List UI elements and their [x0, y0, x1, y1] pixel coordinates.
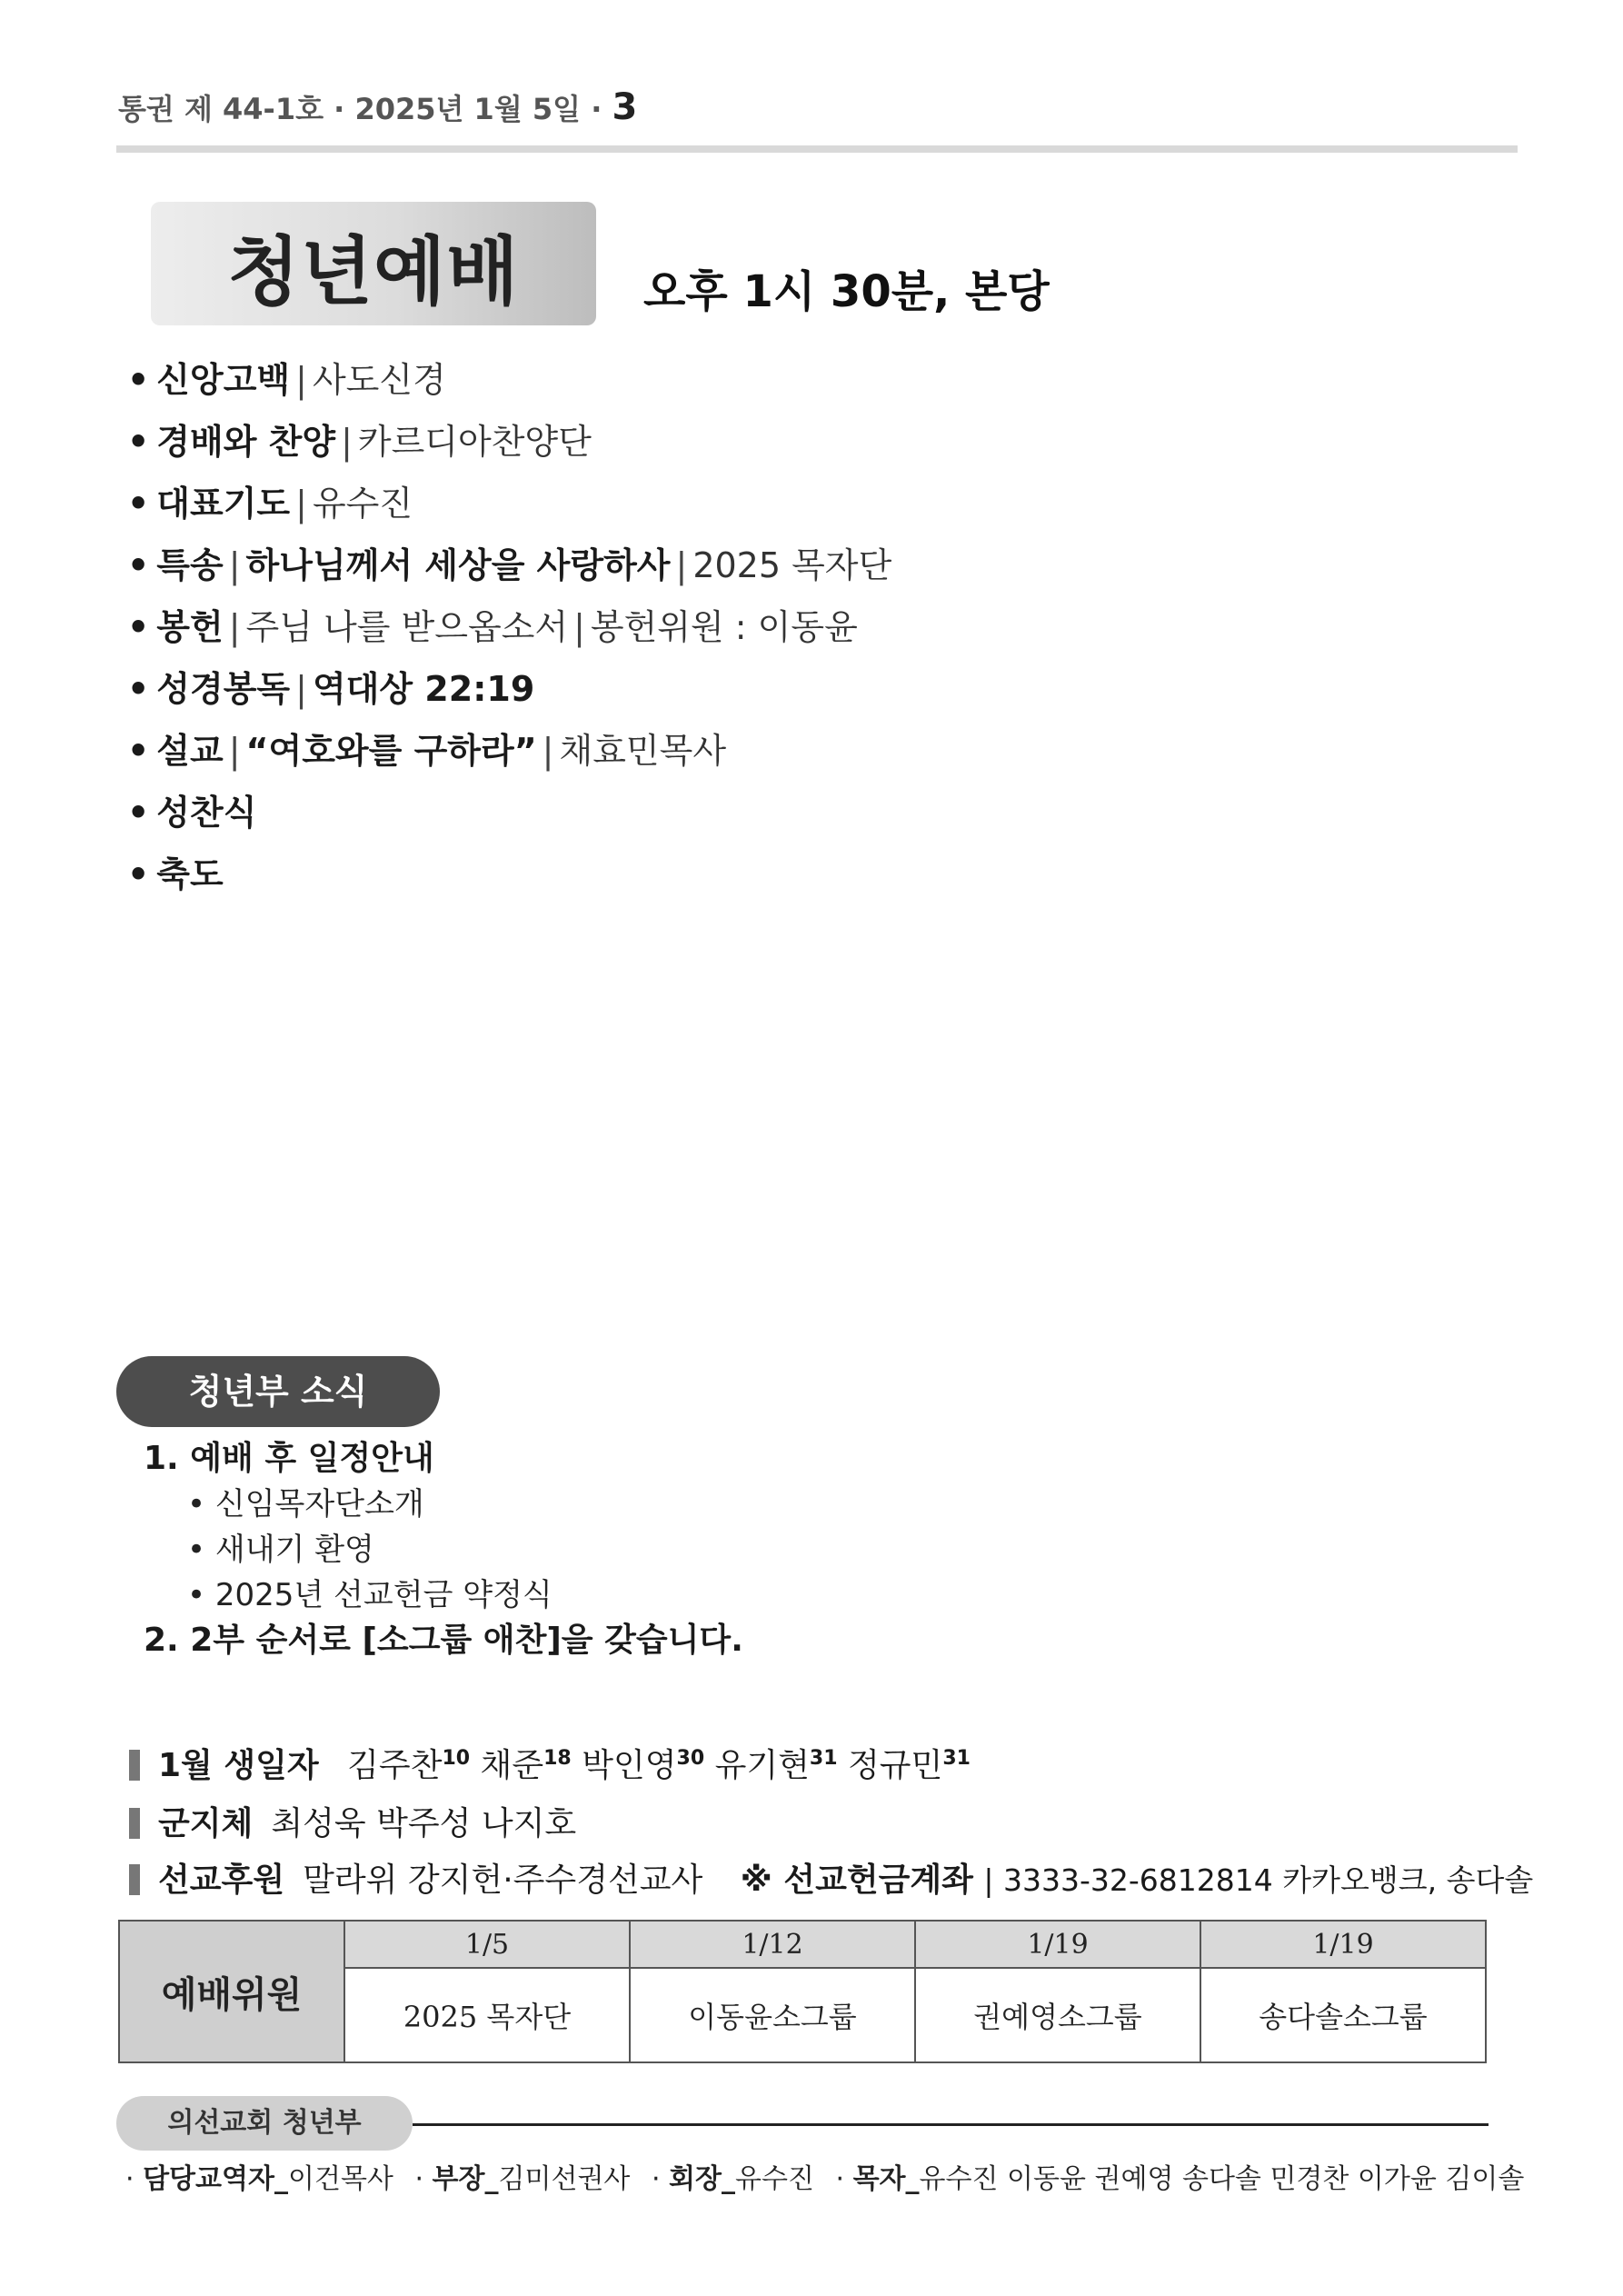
bullet-icon: •: [127, 545, 150, 585]
table-group: 2025 목자단: [344, 1968, 630, 2062]
staff-item: · 회장_유수진: [651, 2163, 814, 2195]
military-label: 군지체: [158, 1805, 254, 1842]
staff-role: 부장_: [432, 2163, 499, 2195]
staff-names: 유수진 이동윤 권예영 송다솔 민경찬 이가윤 김이솔: [919, 2163, 1525, 2195]
table-group: 권예영소그룹: [915, 1968, 1200, 2062]
military-names: 최성욱 박주성 나지호: [271, 1805, 577, 1842]
order-item: [127, 789, 891, 851]
staff-item: · 담당교역자_이건목사: [125, 2163, 393, 2195]
order-item-title: 성찬식: [156, 793, 257, 833]
order-item-title: 성경봉독: [156, 669, 291, 709]
mission-row: [129, 1854, 1533, 1901]
order-item: [127, 665, 891, 727]
separator: |: [228, 545, 241, 585]
bullet-icon: •: [127, 669, 150, 709]
separator: |: [573, 607, 585, 647]
row-marker: [129, 1808, 140, 1839]
service-title-box: [151, 202, 596, 325]
staff-role: 담당교역자_: [143, 2163, 288, 2195]
birthday-label: 1월 생일자: [158, 1747, 319, 1784]
order-item: [127, 356, 891, 418]
order-item-detail: 사도신경: [312, 360, 446, 400]
news-subitem: • 새내기 환영: [187, 1532, 374, 1568]
sermon-title: “여호와를 구하라”: [245, 731, 537, 771]
mission-names: 말라위 강지헌·주수경선교사: [303, 1862, 703, 1899]
order-item: [127, 851, 891, 913]
mission-account: | 3333-32-6812814 카카오뱅크, 송다솔: [983, 1862, 1534, 1898]
order-item-title: 신앙고백: [156, 360, 291, 400]
separator: |: [295, 360, 307, 400]
order-of-service: [127, 356, 891, 913]
order-item: [127, 480, 891, 542]
page-number: 3: [612, 86, 638, 128]
order-item-title: 봉헌: [156, 607, 224, 647]
order-item: [127, 542, 891, 604]
mission-label: 선교후원: [158, 1862, 285, 1899]
birthday-day: 30: [676, 1747, 705, 1770]
birthday-day: 18: [543, 1747, 572, 1770]
separator: |: [295, 484, 307, 524]
news-subitem: • 2025년 선교헌금 약정식: [187, 1577, 553, 1613]
birthday-day: 10: [442, 1747, 471, 1770]
service-time-place: 오후 1시 30분, 본당: [643, 266, 1050, 317]
staff-item: · 목자_유수진 이동윤 권예영 송다솔 민경찬 이가윤 김이솔: [835, 2163, 1525, 2195]
staff-role: 회장_: [669, 2163, 735, 2195]
order-item-detail: 채효민목사: [559, 731, 727, 771]
service-title: 청년예배: [227, 229, 520, 315]
staff-line: [125, 2156, 1537, 2196]
footer-divider: [413, 2123, 1489, 2126]
header-divider: [116, 145, 1518, 153]
order-item-detail: 카르디아찬양단: [357, 422, 592, 462]
mission-account-label: ※ 선교헌금계좌: [740, 1862, 973, 1899]
staff-role: 목자_: [852, 2163, 920, 2195]
footer-badge: 의선교회 청년부: [116, 2096, 413, 2151]
birthday-row: [129, 1740, 971, 1786]
issue-text: 통권 제 44-1호 · 2025년 1월 5일 ·: [118, 92, 602, 126]
news-item: 1. 예배 후 일정안내: [144, 1440, 434, 1477]
order-item: [127, 727, 891, 789]
table-group: 이동윤소그룹: [630, 1968, 915, 2062]
bullet-icon: •: [127, 484, 150, 524]
worship-committee-table: [118, 1920, 1487, 2063]
news-badge: 청년부 소식: [116, 1356, 440, 1427]
bullet-icon: •: [127, 731, 150, 771]
separator: |: [228, 731, 241, 771]
staff-names: 김미선권사: [498, 2163, 631, 2195]
order-item-song: 주님 나를 받으옵소서: [245, 607, 569, 647]
order-item-title: 특송: [156, 545, 224, 585]
bullet-icon: •: [127, 607, 150, 647]
order-item-title: 대표기도: [156, 484, 291, 524]
person-name: 유기현: [714, 1747, 810, 1784]
birthday-person: [347, 1747, 470, 1784]
birthday-person: [582, 1747, 704, 1784]
bullet-icon: •: [127, 422, 150, 462]
birthday-day: 31: [809, 1747, 838, 1770]
row-marker: [129, 1864, 140, 1895]
table-date: 1/12: [630, 1921, 915, 1968]
table-date: 1/19: [915, 1921, 1200, 1968]
person-name: 채준: [480, 1747, 544, 1784]
separator: |: [542, 731, 554, 771]
row-marker: [129, 1750, 140, 1781]
order-item-detail: 봉헌위원 : 이동윤: [590, 607, 858, 647]
separator: |: [675, 545, 688, 585]
order-item-title: 설교: [156, 731, 224, 771]
table-header: 예배위원: [119, 1921, 344, 2062]
bullet-icon: •: [127, 360, 150, 400]
staff-item: · 부장_김미선권사: [414, 2163, 631, 2195]
staff-names: 유수진: [735, 2163, 814, 2195]
person-name: 김주찬: [347, 1747, 443, 1784]
birthday-person: [848, 1747, 971, 1784]
issue-header: [118, 86, 637, 128]
person-name: 정규민: [848, 1747, 943, 1784]
news-item: 2. 2부 순서로 [소그룹 애찬]을 갖습니다.: [144, 1622, 743, 1659]
order-item: [127, 418, 891, 480]
person-name: 박인영: [582, 1747, 677, 1784]
separator: |: [295, 669, 307, 709]
order-item-title: 경배와 찬양: [156, 422, 336, 462]
birthday-person: [481, 1747, 572, 1784]
bullet-icon: •: [127, 793, 150, 833]
news-subitem: • 신임목자단소개: [187, 1486, 424, 1522]
military-row: [129, 1798, 576, 1844]
table-date: 1/5: [344, 1921, 630, 1968]
separator: |: [228, 607, 241, 647]
bullet-icon: •: [127, 854, 150, 894]
order-item-detail: 2025 목자단: [692, 545, 892, 585]
order-item-scripture: 역대상 22:19: [312, 669, 535, 709]
order-item-detail: 유수진: [312, 484, 413, 524]
table-group: 송다솔소그룹: [1200, 1968, 1486, 2062]
table-date: 1/19: [1200, 1921, 1486, 1968]
order-item-title: 축도: [156, 854, 224, 894]
birthday-day: 31: [942, 1747, 971, 1770]
table-row: [119, 1921, 1486, 1968]
birthday-person: [715, 1747, 838, 1784]
staff-names: 이건목사: [287, 2163, 393, 2195]
separator: |: [341, 422, 353, 462]
order-item-song: 하나님께서 세상을 사랑하사: [245, 545, 671, 585]
order-item: [127, 604, 891, 665]
news-list: [144, 1436, 743, 1663]
